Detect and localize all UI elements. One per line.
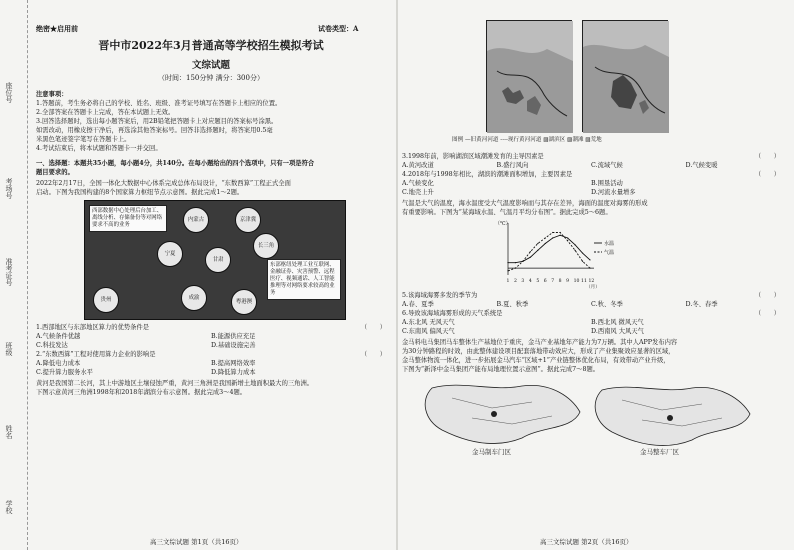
data-point	[522, 261, 523, 262]
temperature-chart	[494, 219, 624, 289]
option[interactable]: C.流域气候	[591, 162, 623, 169]
x-axis-label: （月）	[586, 285, 600, 289]
x-tick-label: 10	[573, 279, 580, 284]
passage-line: 金马整体物流一体化，进一步拓展金马汽车“区域+1”产业链整体优化布局，有效带动产业升级，	[402, 357, 670, 364]
right-page	[402, 20, 780, 460]
note-item: 2.全部答案在答题卡上完成，答在本试题上无效。	[36, 109, 175, 116]
node-jingjinji: 京津冀	[235, 207, 261, 233]
x-tick-label: 6	[543, 279, 547, 284]
data-point	[515, 262, 516, 263]
delta-map-1998	[486, 20, 572, 132]
passage-line: 气温是大气的温度，海水温度受大气温度影响而与其存在差异，海面的温度对海雾的形成	[402, 200, 648, 207]
data-point	[530, 257, 531, 258]
passage-line: 下图为“新泽中金马集团产能布局地理位置示意图”。据此完成7～8题。	[402, 366, 600, 373]
data-point	[567, 240, 568, 241]
secret-tag: 绝密★启用前	[36, 24, 78, 33]
question-4-stem: 4.2018年与1998年相比，湖滨的潮滩面积增加，主要因素是 （ ）	[402, 171, 780, 178]
note-item: 3.回答选择题时，选出每小题答案后，用2B铅笔把答题卡上对应题目的答案标号涂黑。	[36, 118, 278, 125]
question-2-stem: 2.“东数西算”工程对使用算力企业的影响是 （ ）	[36, 351, 386, 358]
option[interactable]: A.春、夏季	[402, 301, 434, 308]
legend-entry: 水温	[604, 241, 615, 247]
x-tick-label: 4	[528, 279, 532, 284]
footer-page-1: 高三文综试题 第1页（共16页）	[150, 538, 243, 546]
map-label-doors: 金马制车门区	[472, 448, 511, 456]
question-3-options	[402, 161, 780, 170]
y-axis-label: （℃）	[495, 221, 511, 227]
option[interactable]: A.降低电力成本	[36, 360, 81, 367]
data-point	[582, 261, 583, 262]
option[interactable]: A.东北风 无风天气	[402, 319, 455, 326]
x-tick-label: 7	[551, 279, 555, 284]
note-item: 米黑色笔迹签字笔写在答题卡上。	[36, 136, 131, 143]
left-page	[36, 38, 386, 397]
note-item: 4.考试结束后，将本试题和答题卡一并交回。	[36, 145, 162, 152]
question-1-options	[36, 341, 386, 350]
x-tick-label: 5	[536, 279, 540, 284]
option[interactable]: D.冬、春季	[685, 301, 718, 308]
question-2-options	[36, 368, 386, 377]
option[interactable]: C.东南风 偏风天气	[402, 328, 455, 335]
x-tick-label: 12	[588, 279, 595, 284]
note-item: 如需改动，用橡皮擦干净后，再选涂其他答案标号。回答非选择题时，将答案用0.5毫	[36, 127, 273, 134]
question-5-options	[402, 300, 780, 309]
node-yuegangao: 粤港澳	[231, 289, 257, 315]
option[interactable]: C.提升算力服务水平	[36, 369, 93, 376]
question-4-options	[402, 188, 780, 197]
data-point	[530, 251, 531, 252]
x-tick-label: 2	[513, 279, 517, 284]
data-point	[552, 232, 553, 233]
page-fold	[396, 0, 398, 550]
option[interactable]: D.气候变暖	[685, 162, 718, 169]
data-point	[560, 232, 561, 233]
delta-map-2018-drawing	[583, 21, 669, 133]
passage-line: 金马料电马集团马车整体生产基地位于重庆，金马产业基地年产能力为7万辆。其中人APP发布内容	[402, 339, 678, 346]
question-6-options	[402, 327, 780, 336]
x-tick-label: 11	[581, 279, 587, 284]
factory-maps-drawing	[402, 378, 780, 460]
margin-class-label: 班级	[5, 342, 13, 356]
data-point	[567, 237, 568, 238]
compute-hub-diagram	[84, 200, 346, 320]
node-gansu: 甘肃	[205, 247, 231, 273]
data-point	[574, 250, 575, 251]
node-changsanjiao: 长三角	[253, 233, 279, 259]
question-1-options	[36, 332, 386, 341]
section-heading: 一、选择题：本题共35小题，每小题4分，共140分。在每小题给出的四个选项中，只有一项是符合	[36, 160, 315, 167]
west-note: 西部数据中心处理后台加工、离线分析、存储备份等对网络要求不高的业务	[89, 205, 167, 232]
delta-maps	[402, 20, 780, 148]
series-line-air-temp	[508, 233, 590, 271]
option[interactable]: D.基础设施完善	[211, 342, 256, 349]
map-label-assembly: 金马整车厂区	[640, 448, 679, 456]
data-point	[507, 262, 508, 263]
data-point	[545, 237, 546, 238]
x-tick-label: 8	[558, 279, 562, 284]
series-line-water-temp	[508, 235, 590, 263]
delta-map-2018	[582, 20, 668, 132]
x-tick-label: 3	[521, 279, 525, 284]
legend-entry: 气温	[604, 250, 615, 256]
option[interactable]: B.围垦活动	[591, 180, 623, 187]
option[interactable]: B.能源供应充足	[211, 333, 256, 340]
binding-margin	[0, 0, 28, 550]
option[interactable]: C.秋、冬季	[591, 301, 623, 308]
section-one	[36, 159, 386, 397]
margin-id-label: 准考证号	[5, 258, 13, 286]
data-point	[589, 268, 590, 269]
intro-line: 启动。下图为我国构建的8个国家算力枢纽节点示意图。据此完成1～2题。	[36, 189, 244, 196]
passage-line: 黄河是我国第二长河，其上中游地区土壤侵蚀严重，黄河三角洲是我国新增土地面积最大的三角洲。	[36, 380, 314, 387]
margin-name-label: 姓名	[5, 425, 13, 439]
question-2-options	[36, 359, 386, 368]
data-point	[560, 235, 561, 236]
map-legend: 图例 —旧黄河河道 ----现行黄河河道 ▨湖滨区 ▨潮滩 ▨荒地	[452, 137, 602, 143]
data-point	[574, 244, 575, 245]
option[interactable]: D.降低算力成本	[211, 369, 256, 376]
x-tick-label: 9	[566, 279, 570, 284]
data-point	[515, 268, 516, 269]
data-point	[582, 252, 583, 253]
passage-line: 下图示意黄河三角洲1998年和2018年湖滨分布示意图。据此完成3～4题。	[36, 389, 247, 396]
data-point	[552, 237, 553, 238]
margin-school-label: 学校	[5, 500, 13, 514]
data-point	[507, 270, 508, 271]
section-heading-cont: 题目要求的。	[36, 169, 74, 176]
passage-line: 为30分钟路程的时效，由此整体建设项目配套落地带动效应大，形成了产业集聚效应显著的区域，	[402, 348, 675, 355]
node-guizhou: 贵州	[93, 287, 119, 313]
option[interactable]: B.西北风 微风天气	[591, 319, 644, 326]
paper-type-tag: 试卷类型：A	[318, 24, 359, 33]
factory-maps	[402, 378, 780, 460]
temperature-chart-svg	[494, 219, 624, 289]
question-4-options	[402, 179, 780, 188]
option[interactable]: B.提高网络效率	[211, 360, 256, 367]
node-neimenggu: 内蒙古	[183, 207, 209, 233]
margin-room-label: 考场号	[5, 178, 13, 199]
passage-line: 有重要影响。下图为“某海域水温、气温月平均分布图”。据此完成5～6题。	[402, 209, 612, 216]
question-1-stem: 1.西部地区与东部地区算力的优势条件是 （ ）	[36, 324, 386, 331]
question-3-stem: 3.1998年前，影响湖滨区域潮滩发育的主导因素是 （ ）	[402, 153, 780, 160]
data-point	[545, 243, 546, 244]
exam-title: 晋中市2022年3月普通高等学校招生模拟考试	[98, 39, 324, 52]
node-ningxia: 宁夏	[157, 241, 183, 267]
option[interactable]: A.气候条件优越	[36, 333, 81, 340]
option[interactable]: D.西南风 大风天气	[591, 328, 644, 335]
option[interactable]: C.科技发达	[36, 342, 68, 349]
delta-map-1998-drawing	[487, 21, 573, 133]
exam-subtitle: 文综试题	[191, 60, 230, 71]
data-point	[589, 259, 590, 260]
node-chengyu: 成渝	[181, 285, 207, 311]
footer-page-2: 高三文综试题 第2页（共16页）	[540, 538, 633, 546]
option[interactable]: B.夏、秋季	[496, 301, 529, 308]
notes-heading: 注意事项：	[36, 91, 68, 98]
data-point	[537, 250, 538, 251]
option[interactable]: A.气候变化	[402, 180, 434, 187]
option[interactable]: A.黄河改道	[402, 162, 434, 169]
option[interactable]: B.盛行风向	[496, 162, 529, 169]
data-point	[537, 243, 538, 244]
question-6-stem: 6.导致该海域海雾形成的天气系统是 （ ）	[402, 310, 780, 317]
east-note: 东部枢纽处理工业互联网、金融证券、灾害预警、远程医疗、视频通话、人工智能推理等对网络要求较高的业务	[267, 259, 341, 300]
question-6-options	[402, 318, 780, 327]
margin-seat-label: 座位号	[5, 82, 13, 103]
option[interactable]: C.地壳上升	[402, 189, 434, 196]
note-item: 1.答题前，考生务必将自己的学校、姓名、班级、准考证号填写在答题卡上相应的位置。	[36, 100, 282, 107]
question-5-stem: 5.该海域海雾多发的季节为 （ ）	[402, 292, 780, 299]
option[interactable]: D.河流水量增多	[591, 189, 636, 196]
x-tick-label: 1	[506, 279, 510, 284]
time-score: （时间：150分钟 满分：300分）	[158, 74, 264, 82]
intro-line: 2022年2月17日，全国一体化大数据中心体系完成总体布局设计，“东数西算”工程正式全面	[36, 180, 291, 187]
notes-block	[36, 90, 386, 153]
